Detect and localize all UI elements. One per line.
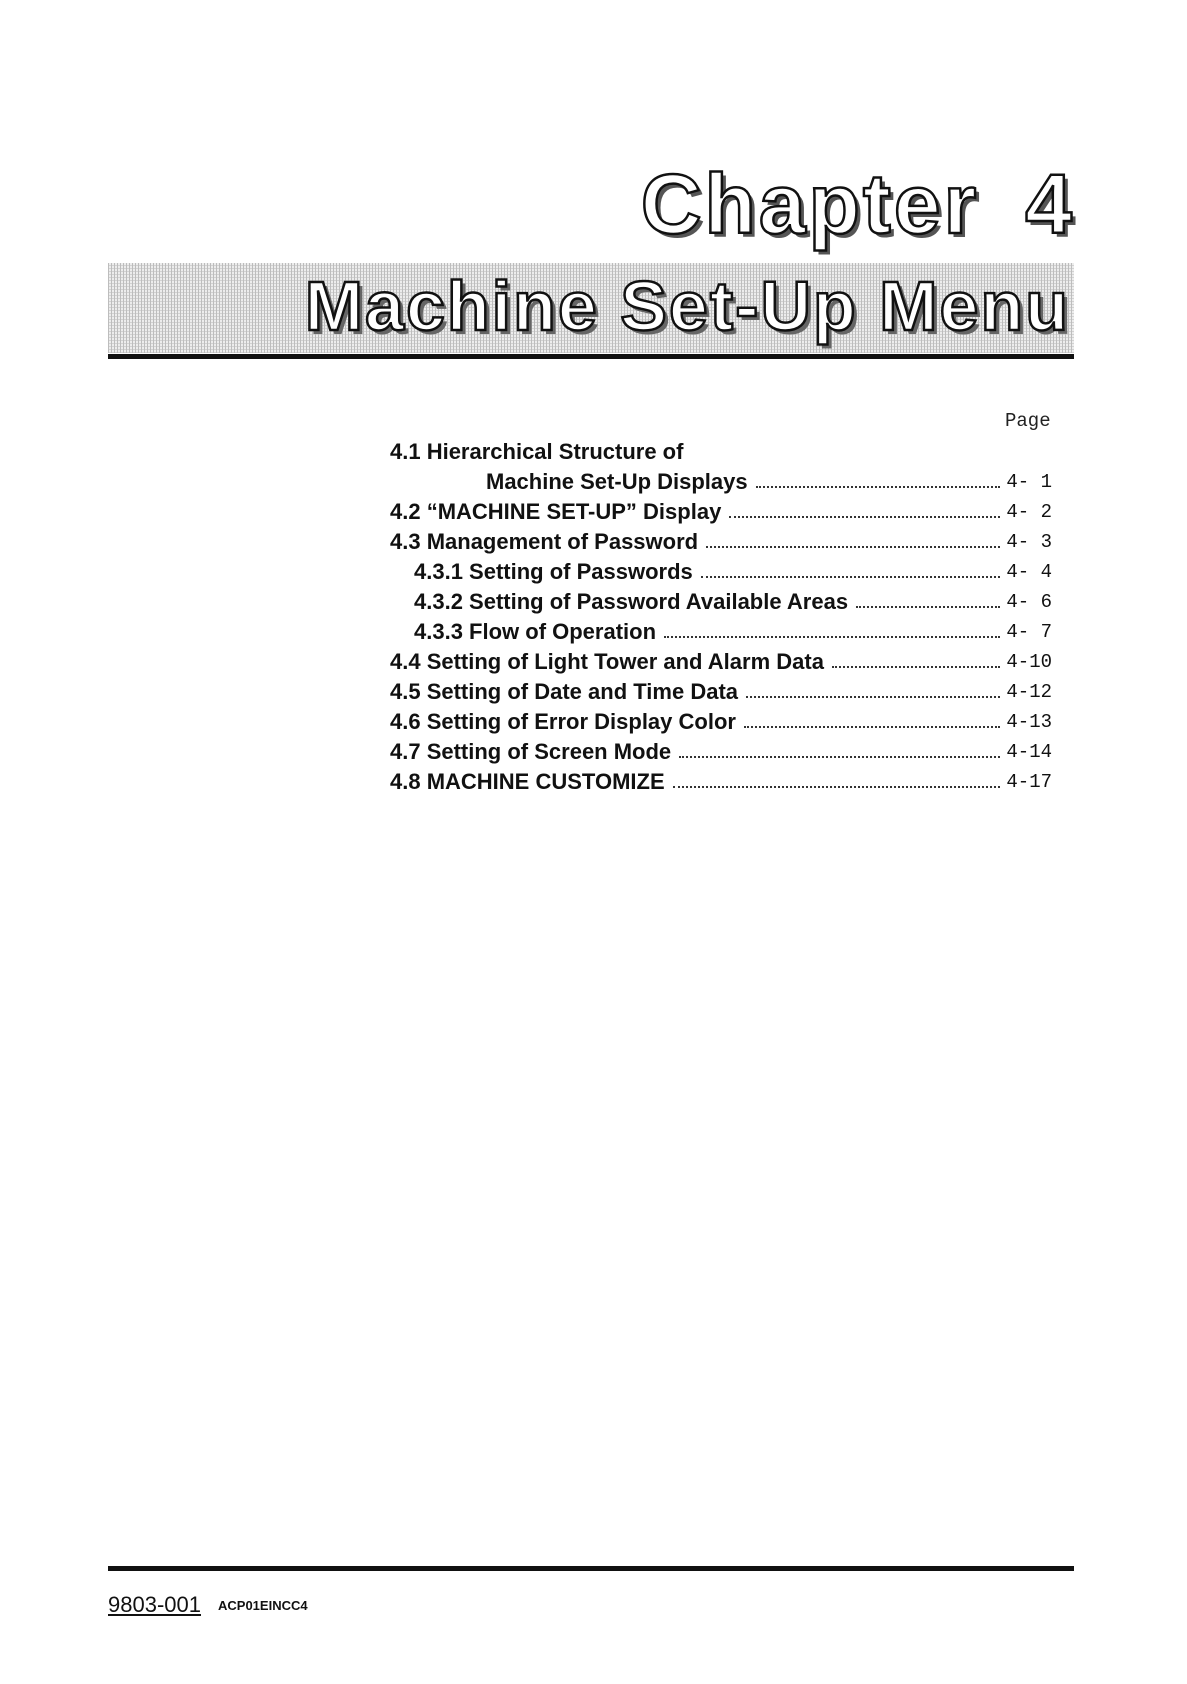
toc-page-ref: 4- 6 xyxy=(1006,591,1052,613)
toc-entry-text: 4.3.2 Setting of Password Available Areas xyxy=(414,589,849,614)
toc-entry-4-3-3[interactable] xyxy=(390,617,1052,647)
page-column-label: Page xyxy=(1005,410,1051,432)
table-of-contents xyxy=(390,437,1052,797)
toc-entry-text: 4.8 MACHINE CUSTOMIZE xyxy=(390,769,665,794)
footer-divider xyxy=(108,1566,1074,1571)
toc-entry-text: 4.3.3 Flow of Operation xyxy=(414,619,657,644)
toc-entry-4-1[interactable] xyxy=(390,437,1052,467)
toc-entry-4-5[interactable] xyxy=(390,677,1052,707)
dot-leader xyxy=(746,696,1000,698)
toc-entry-text: 4.1 Hierarchical Structure of xyxy=(390,439,684,464)
toc-page-ref: 4- 2 xyxy=(1006,501,1052,523)
chapter-title-band xyxy=(108,263,1074,353)
toc-entry-text: 4.3.1 Setting of Passwords xyxy=(414,559,693,584)
toc-page-ref: 4- 1 xyxy=(1006,471,1052,493)
toc-entry-4-6[interactable] xyxy=(390,707,1052,737)
dot-leader xyxy=(664,636,1000,638)
toc-entry-text: 4.6 Setting of Error Display Color xyxy=(390,709,736,734)
chapter-title: Machine Set-Up Menu xyxy=(304,267,1070,345)
dot-leader xyxy=(701,576,1001,578)
toc-page-ref: 4-13 xyxy=(1006,711,1052,733)
dot-leader xyxy=(729,516,1000,518)
toc-entry-4-3-1[interactable] xyxy=(390,557,1052,587)
dot-leader xyxy=(706,546,1000,548)
dot-leader xyxy=(756,486,1001,488)
toc-entry-4-3-2[interactable] xyxy=(390,587,1052,617)
toc-entry-4-7[interactable] xyxy=(390,737,1052,767)
toc-entry-text: Machine Set-Up Displays xyxy=(486,469,748,494)
dot-leader xyxy=(679,756,1000,758)
toc-page-ref: 4-10 xyxy=(1006,651,1052,673)
chapter-number: 4 xyxy=(1025,157,1075,251)
document-number: 9803-001 xyxy=(108,1592,201,1617)
document-code: ACP01EINCC4 xyxy=(218,1598,308,1613)
toc-page-ref: 4-17 xyxy=(1006,771,1052,793)
toc-page-ref: 4- 7 xyxy=(1006,621,1052,643)
dot-leader xyxy=(856,606,1000,608)
title-divider xyxy=(108,354,1074,359)
chapter-label: Chapter xyxy=(640,157,980,251)
toc-page-ref: 4- 4 xyxy=(1006,561,1052,583)
toc-entry-4-3[interactable] xyxy=(390,527,1052,557)
toc-entry-4-8[interactable] xyxy=(390,767,1052,797)
toc-entry-text: 4.2 “MACHINE SET-UP” Display xyxy=(390,499,722,524)
toc-page-ref: 4-12 xyxy=(1006,681,1052,703)
toc-entry-text: 4.5 Setting of Date and Time Data xyxy=(390,679,739,704)
toc-entry-4-2[interactable] xyxy=(390,497,1052,527)
chapter-heading xyxy=(640,157,1075,251)
toc-entry-4-4[interactable] xyxy=(390,647,1052,677)
dot-leader xyxy=(744,726,1000,728)
toc-entry-4-1-cont[interactable] xyxy=(390,467,1052,497)
toc-page-ref: 4-14 xyxy=(1006,741,1052,763)
toc-entry-text: 4.7 Setting of Screen Mode xyxy=(390,739,672,764)
dot-leader xyxy=(832,666,1000,668)
dot-leader xyxy=(673,786,1001,788)
toc-entry-text: 4.3 Management of Password xyxy=(390,529,699,554)
toc-entry-text: 4.4 Setting of Light Tower and Alarm Data xyxy=(390,649,824,674)
toc-page-ref: 4- 3 xyxy=(1006,531,1052,553)
